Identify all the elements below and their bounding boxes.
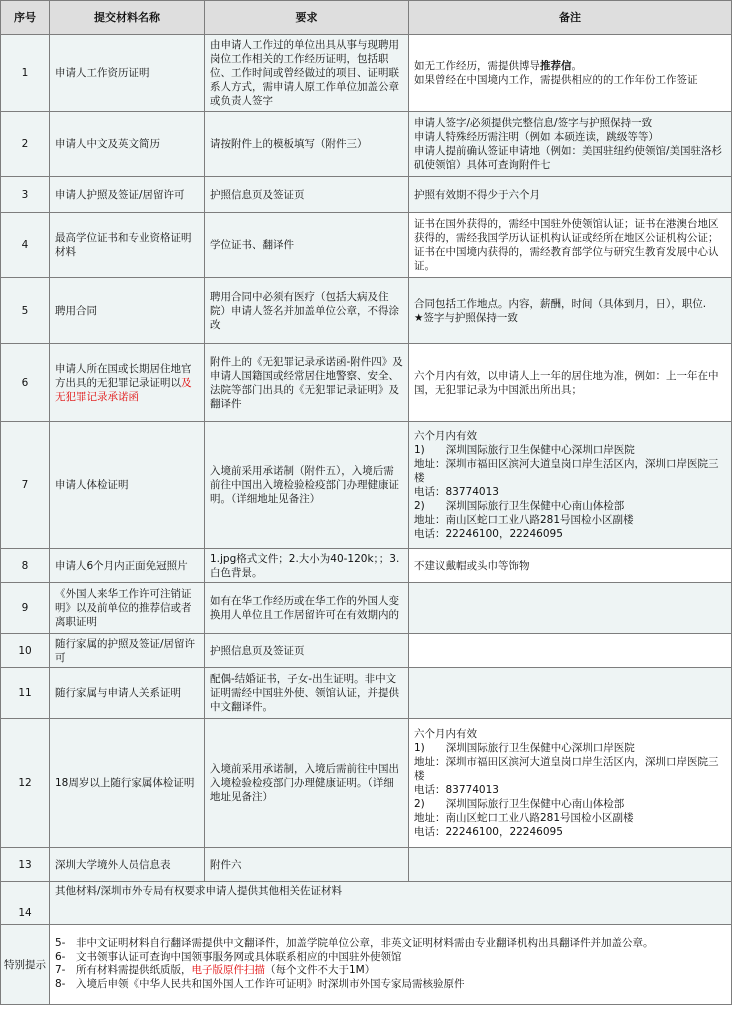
- row-note: [409, 634, 732, 668]
- special-note-item: 6- 文书领事认证可查询中国领事服务网或具体联系相应的中国驻外使领馆: [55, 950, 402, 963]
- table-row: [1, 719, 732, 848]
- row-note: [409, 112, 732, 177]
- row-note: 六个月内有效，以申请人上一年的居住地为准，例如：上一年在中国，无犯罪记录为中国派出所出具；: [409, 344, 732, 422]
- row-requirement: 学位证书、翻译件: [205, 213, 409, 278]
- note-line: 2) 深圳国际旅行卫生保健中心南山体检部: [414, 798, 625, 810]
- row-material: 申请人6个月内正面免冠照片: [50, 549, 205, 583]
- note-line: 六个月内有效: [414, 430, 477, 442]
- table-row: [1, 422, 732, 549]
- row-requirement: 护照信息页及签证页: [205, 177, 409, 213]
- note-line: 地址：深圳市福田区滨河大道皇岗口岸生活区内，深圳口岸医院三楼: [414, 756, 719, 782]
- row-seq: 10: [1, 634, 50, 668]
- row-requirement: 1.jpg格式文件；2.大小为40-120k；；3.白色背景。: [205, 549, 409, 583]
- special-note-red-text: 电子版原件扫描: [191, 964, 265, 976]
- special-note-item: 5- 非中文证明材料自行翻译需提供中文翻译件，加盖学院单位公章，非英文证明材料需由专业翻译机构出具翻译件并加盖公章。: [55, 937, 654, 949]
- note-line: ★签字与护照保持一致: [414, 311, 518, 324]
- table-row: [1, 278, 732, 344]
- row-seq: 3: [1, 177, 50, 213]
- note-line: 合同包括工作地点。内容，薪酬，时间（具体到月，日），职位.: [414, 297, 707, 310]
- table-row: [1, 344, 732, 422]
- row-requirement: 由申请人工作过的单位出具从事与现聘用岗位工作相关的工作经历证明，包括职位、工作时间或曾经做过的项目、证明联系人方式，需申请人原工作单位加盖公章或负责人签字: [205, 35, 409, 112]
- table-row: [1, 213, 732, 278]
- header-row: [1, 1, 732, 35]
- row-requirement: 附件上的《无犯罪记录承诺函-附件四》及申请人国籍国或经常居住地警察、安全、法院等部门出具的《无犯罪记录证明》及翻译件: [205, 344, 409, 422]
- row-note: [409, 278, 732, 344]
- row-material: 《外国人来华工作许可注销证明》以及前单位的推荐信或者离职证明: [50, 583, 205, 634]
- table-row: [1, 177, 732, 213]
- row-seq: 6: [1, 344, 50, 422]
- note-line: 1) 深圳国际旅行卫生保健中心深圳口岸医院: [414, 742, 635, 754]
- row-note: 护照有效期不得少于六个月: [409, 177, 732, 213]
- special-note-item: [55, 964, 726, 978]
- row-material: 深圳大学境外人员信息表: [50, 848, 205, 882]
- header-note: 备注: [409, 1, 732, 35]
- header-material: 提交材料名称: [50, 1, 205, 35]
- note-line: 六个月内有效: [414, 728, 477, 740]
- row-seq: 4: [1, 213, 50, 278]
- row-seq: 7: [1, 422, 50, 549]
- row-requirement: 聘用合同中必须有医疗（包括大病及住院）申请人签名并加盖单位公章，不得涂改: [205, 278, 409, 344]
- table-row: [1, 882, 732, 925]
- row-seq: 12: [1, 719, 50, 848]
- row-seq: 9: [1, 583, 50, 634]
- special-notes-row: [1, 925, 732, 1005]
- header-requirement: 要求: [205, 1, 409, 35]
- note-line: 2) 深圳国际旅行卫生保健中心南山体检部: [414, 500, 625, 512]
- row-material: 随行家属与申请人关系证明: [50, 668, 205, 719]
- note-bold-text: 推荐信: [540, 60, 572, 72]
- row-note: 不建议戴帽或头巾等饰物: [409, 549, 732, 583]
- row-requirement: 附件六: [205, 848, 409, 882]
- row-requirement: 入境前采用承诺制（附件五），入境后需前往中国出入境检验检疫部门办理健康证明。（详细地址见备注）: [205, 422, 409, 549]
- row-material: 申请人体检证明: [50, 422, 205, 549]
- row-seq: 2: [1, 112, 50, 177]
- row-note: [409, 35, 732, 112]
- row-material: 申请人中文及英文简历: [50, 112, 205, 177]
- row-other-materials: 其他材料/深圳市外专局有权要求申请人提供其他相关佐证材料: [50, 882, 732, 925]
- row-seq: 11: [1, 668, 50, 719]
- note-line: 地址：南山区蛇口工业八路281号国检小区副楼: [414, 812, 634, 824]
- row-seq: 13: [1, 848, 50, 882]
- special-notes-label: 特别提示: [1, 925, 50, 1005]
- row-material: 18周岁以上随行家属体检证明: [50, 719, 205, 848]
- material-red-text: 及无犯罪记录承诺函: [55, 376, 192, 403]
- row-material: 聘用合同: [50, 278, 205, 344]
- row-requirement: 护照信息页及签证页: [205, 634, 409, 668]
- special-note-text: （每个文件不大于1M）: [264, 964, 376, 976]
- material-text: 申请人所在国或长期居住地官方出具的无犯罪记录证明以: [55, 362, 192, 389]
- note-line: 地址：深圳市福田区滨河大道皇岗口岸生活区内，深圳口岸医院三楼: [414, 458, 719, 484]
- table-row: [1, 112, 732, 177]
- row-material: 最高学位证书和专业资格证明材料: [50, 213, 205, 278]
- row-seq: 5: [1, 278, 50, 344]
- note-line: 申请人特殊经历需注明（例如 本硕连读，跳级等等）: [414, 131, 659, 143]
- table-row: [1, 668, 732, 719]
- row-note: [409, 422, 732, 549]
- note-line: 1) 深圳国际旅行卫生保健中心深圳口岸医院: [414, 444, 635, 456]
- row-seq: 8: [1, 549, 50, 583]
- note-line: 电话：22246100，22246095: [414, 826, 563, 838]
- note-line: 电话：22246100，22246095: [414, 528, 563, 540]
- table-row: [1, 848, 732, 882]
- table-row: [1, 634, 732, 668]
- note-text: 。: [571, 60, 582, 72]
- row-material: 申请人工作资历证明: [50, 35, 205, 112]
- special-note-item: 8- 入境后申领《中华人民共和国外国人工作许可证明》时深圳市外国专家局需核验原件: [55, 977, 465, 990]
- row-requirement: 入境前采用承诺制，入境后需前往中国出入境检验检疫部门办理健康证明。（详细地址见备注）: [205, 719, 409, 848]
- row-note: [409, 848, 732, 882]
- note-line: 电话：83774013: [414, 486, 499, 498]
- note-line: 电话：83774013: [414, 784, 499, 796]
- table-row: [1, 35, 732, 112]
- row-note: [409, 719, 732, 848]
- note-line: 如果曾经在中国境内工作，需提供相应的的工作年份工作签证: [414, 74, 698, 86]
- row-requirement: 配偶-结婚证书，子女-出生证明。非中文证明需经中国驻外使、领馆认证，并提供中文翻译件。: [205, 668, 409, 719]
- row-seq: 1: [1, 35, 50, 112]
- row-seq: 14: [1, 882, 50, 925]
- row-note: [409, 668, 732, 719]
- note-line: 申请人提前确认签证申请地（例如：美国驻纽约使领馆/美国驻洛杉矶使领馆）具体可查询附件七: [414, 145, 723, 171]
- row-note: 证书在国外获得的，需经中国驻外使领馆认证；证书在港澳台地区获得的，需经我国学历认证机构认证或经所在地区公证机构公证；证书在中国境内获得的，需经教育部学位与研究生教育发展中心认证。: [409, 213, 732, 278]
- note-line: 申请人签字/必须提供完整信息/签字与护照保持一致: [414, 117, 653, 129]
- table-row: [1, 583, 732, 634]
- note-text: 如无工作经历，需提供博导: [414, 60, 540, 72]
- row-note: [409, 583, 732, 634]
- row-requirement: 请按附件上的模板填写（附件三）: [205, 112, 409, 177]
- row-material: 随行家属的护照及签证/居留许可: [50, 634, 205, 668]
- special-note-text: 7- 所有材料需提供纸质版，: [55, 964, 192, 976]
- header-seq: 序号: [1, 1, 50, 35]
- table-row: [1, 549, 732, 583]
- note-line: 地址：南山区蛇口工业八路281号国检小区副楼: [414, 514, 634, 526]
- row-material: [50, 344, 205, 422]
- row-material: 申请人护照及签证/居留许可: [50, 177, 205, 213]
- row-requirement: 如有在华工作经历或在华工作的外国人变换用人单位且工作居留许可在有效期内的: [205, 583, 409, 634]
- special-notes-list: [50, 925, 732, 1005]
